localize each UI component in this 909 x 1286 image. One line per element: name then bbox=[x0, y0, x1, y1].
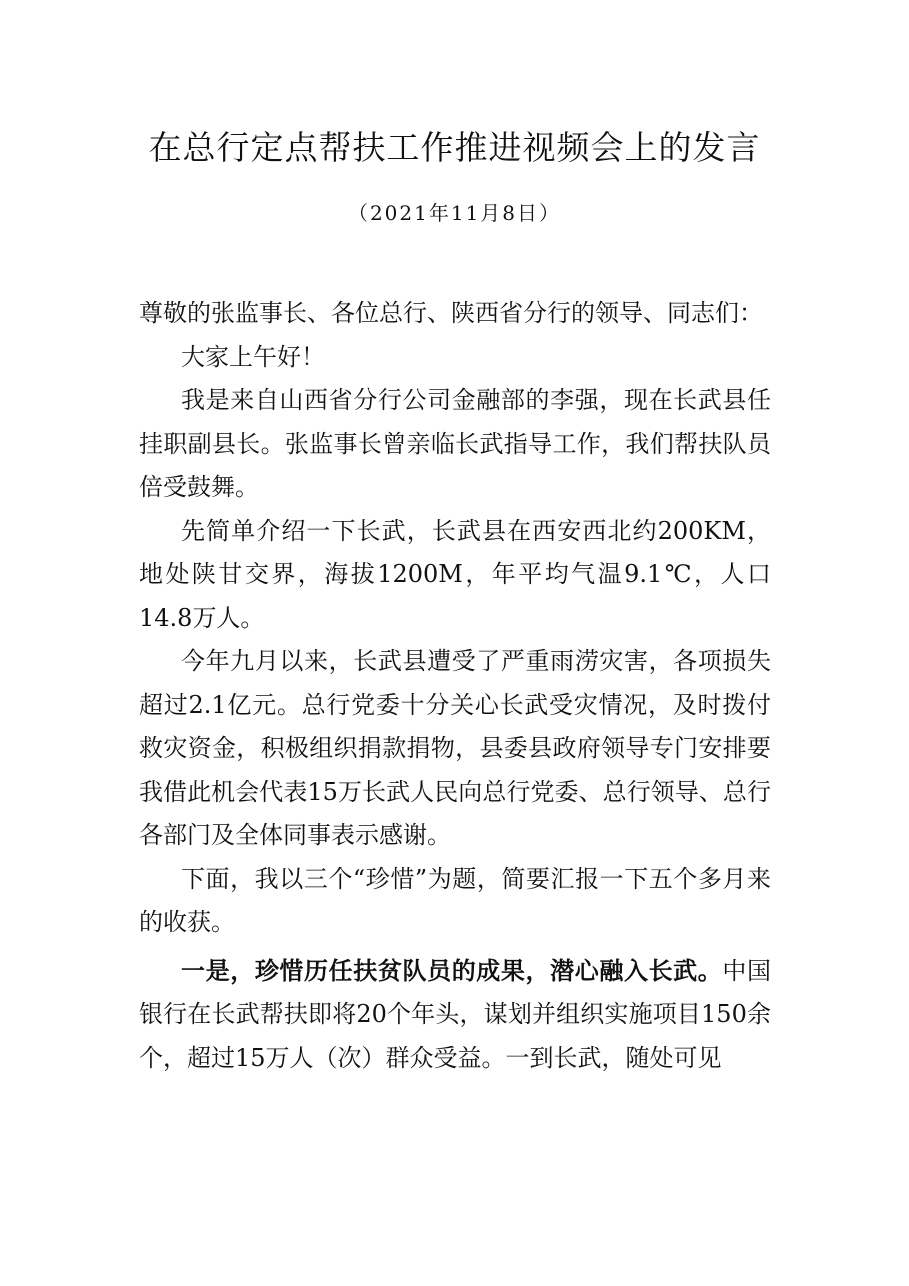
document-body bbox=[139, 292, 771, 1080]
paragraph-greeting: 大家上午好！ bbox=[181, 342, 325, 371]
paragraph-county-overview: 先简单介绍一下长武，长武县在西安西北约200KM，地处陕甘交界，海拔1200M，年平均气温9.1℃，人口14.8万人。 bbox=[139, 516, 771, 632]
document-title: 在总行定点帮扶工作推进视频会上的发言 bbox=[148, 128, 761, 167]
salutation: 尊敬的张监事长、各位总行、陕西省分行的领导、同志们： bbox=[139, 299, 763, 327]
section-one-text: 中国银行在长武帮扶即将20个年头，谋划并组织实施项目150余个，超过15万人（次）群众受益。一到长武，随处可见 bbox=[139, 956, 771, 1072]
document-date: （2021年11月8日） bbox=[347, 201, 562, 225]
section-one-heading: 一是，珍惜历任扶贫队员的成果，潜心融入长武。 bbox=[181, 955, 723, 985]
paragraph-disaster-thanks: 今年九月以来，长武县遭受了严重雨涝灾害，各项损失超过2.1亿元。总行党委十分关心长武受灾情况，及时拨付救灾资金，积极组织捐款捐物，县委县政府领导专门安排要我借此机会代表15万长武人民向总行党委、总行领导、总行各部门及全体同事表示感谢。 bbox=[139, 647, 771, 849]
paragraph-section-one bbox=[139, 949, 771, 1081]
paragraph-report-outline: 下面，我以三个“珍惜”为题，简要汇报一下五个多月来的收获。 bbox=[139, 864, 771, 936]
paragraph-introduction: 我是来自山西省分行公司金融部的李强，现在长武县任挂职副县长。张监事长曾亲临长武指导工作，我们帮扶队员倍受鼓舞。 bbox=[139, 386, 771, 501]
